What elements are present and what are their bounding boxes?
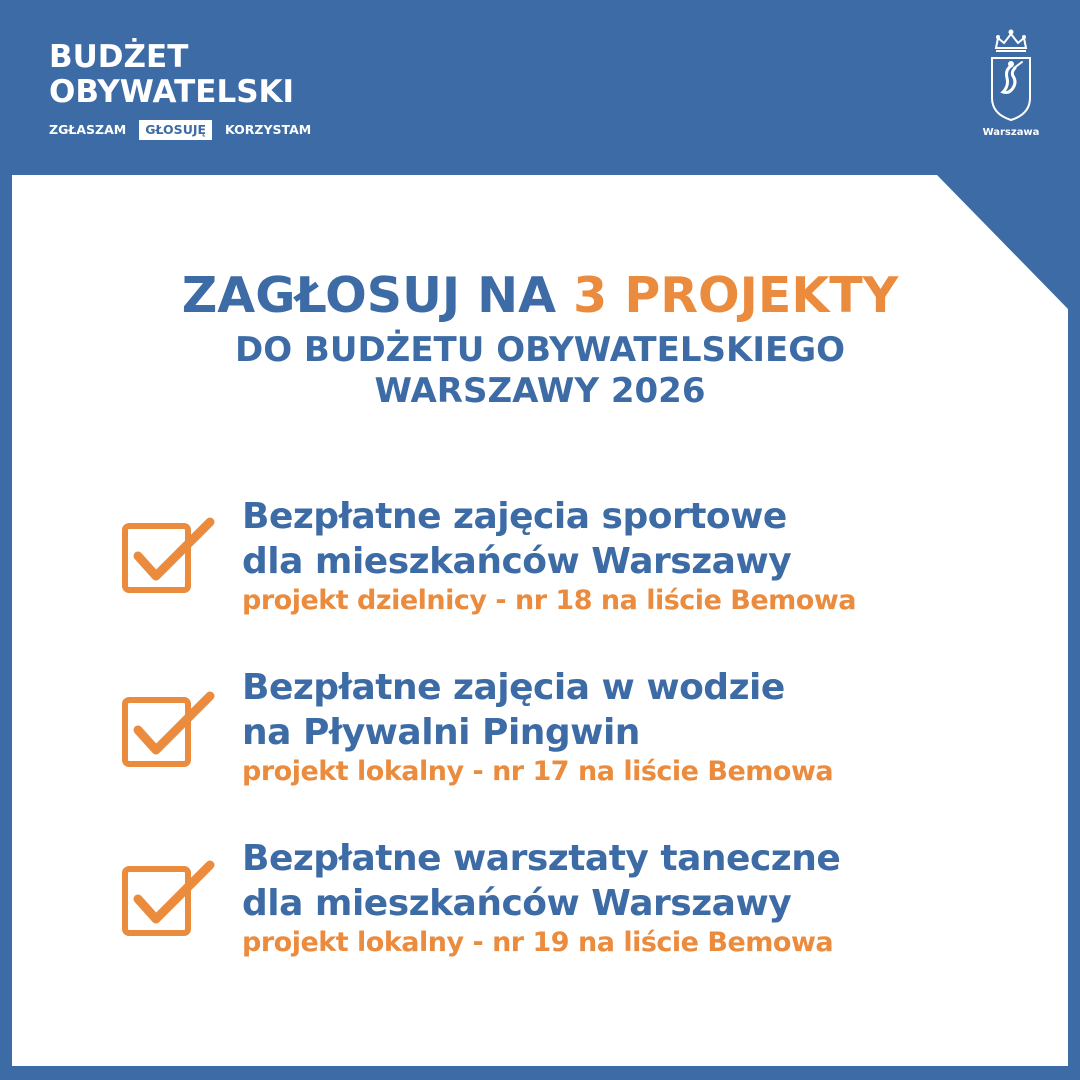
project-item <box>0 836 1080 966</box>
project-subtitle: projekt lokalny - nr 19 na liście Bemowa <box>242 927 834 958</box>
logo-city-name: Warszawa <box>982 127 1040 138</box>
brand-title-line1: BUDŻET <box>49 39 189 75</box>
project-title-line1: Bezpłatne zajęcia sportowe <box>242 496 787 537</box>
step-submit: ZGŁASZAM <box>49 122 127 137</box>
headline-main <box>0 262 1080 330</box>
project-title-line2: na Pływalni Pingwin <box>242 712 640 753</box>
project-subtitle: projekt dzielnicy - nr 18 na liście Bemowa <box>242 585 857 616</box>
project-title-line2: dla mieszkańców Warszawy <box>242 541 792 582</box>
brand-steps <box>49 120 311 140</box>
step-use: KORZYSTAM <box>225 122 312 137</box>
headline-prefix: ZAGŁOSUJ NA <box>181 267 574 324</box>
project-text <box>242 665 833 789</box>
warsaw-logo <box>978 28 1044 146</box>
project-title-line2: dla mieszkańców Warszawy <box>242 883 792 924</box>
headline-line2: DO BUDŻETU OBYWATELSKIEGO <box>234 330 846 370</box>
warsaw-coat-of-arms-icon <box>984 28 1038 122</box>
checkbox-checked-icon <box>122 516 216 596</box>
step-vote: GŁOSUJĘ <box>139 120 212 140</box>
checkbox-checked-icon <box>122 690 216 770</box>
headline-line3: WARSZAWY 2026 <box>374 371 706 411</box>
project-text <box>242 836 840 960</box>
headline <box>0 262 1080 412</box>
budget-brand <box>49 40 311 140</box>
checkbox-checked-icon <box>122 859 216 939</box>
project-title-line1: Bezpłatne zajęcia w wodzie <box>242 667 785 708</box>
project-subtitle: projekt lokalny - nr 17 na liście Bemowa <box>242 756 834 787</box>
headline-highlight: 3 PROJEKTY <box>573 267 899 324</box>
brand-title-line2: OBYWATELSKI <box>49 74 295 110</box>
project-item <box>0 665 1080 795</box>
project-title-line1: Bezpłatne warsztaty taneczne <box>242 838 841 879</box>
project-text <box>242 494 856 618</box>
project-item <box>0 494 1080 624</box>
